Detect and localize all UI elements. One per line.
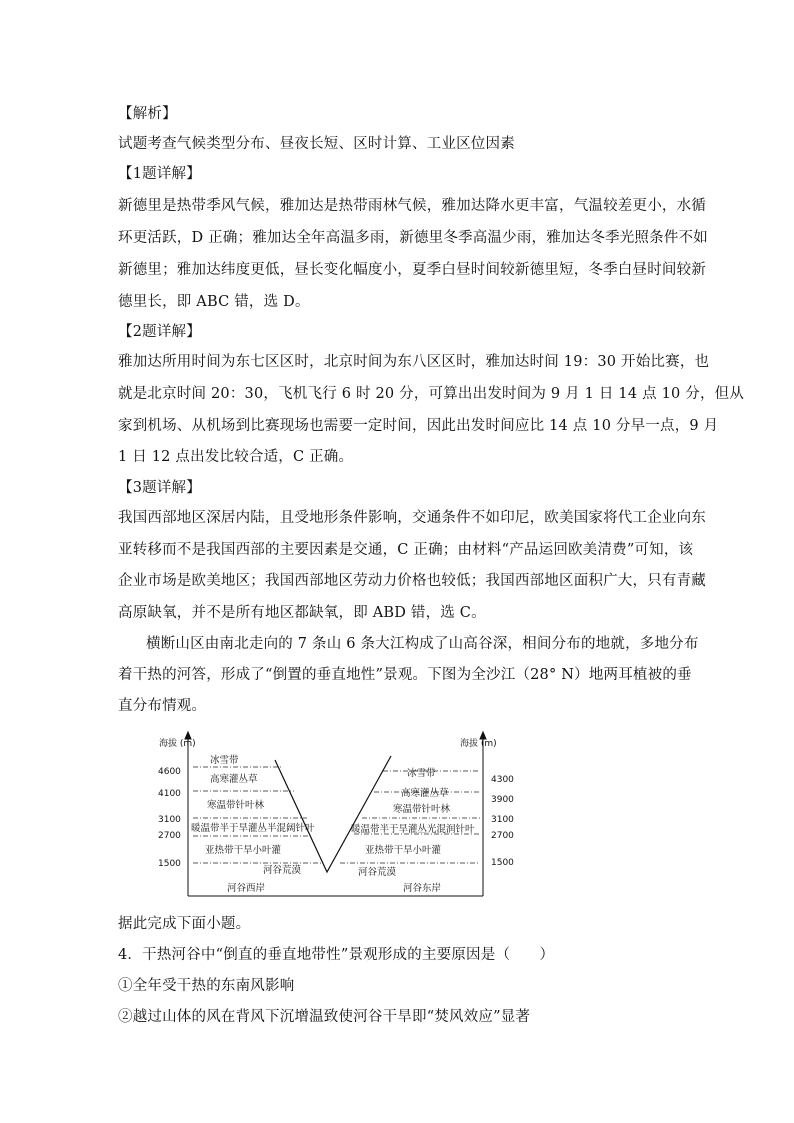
q1-line: 德里长，即 ABC 错，选 D。 bbox=[118, 294, 310, 310]
left-altitude-label: 4600 bbox=[158, 767, 181, 777]
left-zone-label: 寒温带针叶林 bbox=[207, 800, 265, 811]
passage-line: 着干热的河答，形成了“倒置的垂直地性”景观。下图为全沙江（28° N）地两耳植被的垂 bbox=[118, 667, 692, 683]
east-bank-label: 河谷东岸 bbox=[403, 883, 442, 894]
left-altitude-label: 1500 bbox=[158, 859, 181, 869]
q3-line: 企业市场是欧美地区；我国西部地区劳动力价格也较低；我国西部地区面积广大，只有青藏 bbox=[118, 573, 706, 589]
right-zone-label: 暖温带半于旱灌丛光混润针叶 bbox=[351, 824, 475, 835]
q3-line: 高原缺氧，并不是所有地区都缺氧，即 ABD 错，选 C。 bbox=[118, 605, 486, 621]
passage-line: 直分布情观。 bbox=[118, 698, 207, 714]
right-zone-label: 高寒灌丛草 bbox=[401, 788, 449, 799]
right-zone-label: 冰雪带 bbox=[407, 768, 436, 779]
analysis-topic: 试题考查气候类型分布、昼夜长短、区时计算、工业区位因素 bbox=[118, 136, 515, 152]
right-axis-label: 海拔 (m) bbox=[460, 739, 497, 749]
left-axis-label: 海拔 (m) bbox=[159, 739, 196, 749]
right-zone-label: 河谷荒漠 bbox=[358, 867, 397, 878]
right-zone-label: 亚热带干旱小叶灌 bbox=[365, 845, 442, 856]
left-zone-label: 暖温带半于旱灌丛半混阔针叶 bbox=[191, 823, 315, 834]
q3-line: 亚转移而不是我国西部的主要因素是交通，C 正确；由材料“产品运回欧美清费”可知，该 bbox=[118, 542, 694, 558]
west-bank-label: 河谷西岸 bbox=[227, 883, 266, 894]
instruction-line: 据此完成下面小题。 bbox=[118, 916, 251, 932]
right-altitude-label: 2700 bbox=[491, 831, 514, 841]
left-zone-label: 河谷荒漠 bbox=[263, 865, 302, 876]
q2-line: 家到机场、从机场到比赛现场也需要一定时间，因此出发时间应比 14 点 10 分早一点，9 月 bbox=[118, 418, 719, 434]
question-4-option: ②越过山体的风在背风下沉增温致使河谷干旱即“焚风效应”显著 bbox=[118, 1009, 531, 1025]
right-altitude-label: 3900 bbox=[491, 795, 514, 805]
passage-line: 横断山区由南北走向的 7 条山 6 条大江构成了山高谷深，相间分布的地就，多地分布 bbox=[146, 636, 699, 652]
q3-heading: 【3题详解】 bbox=[118, 480, 201, 496]
q1-line: 新德里是热带季风气候，雅加达是热带雨林气候，雅加达降水更丰富，气温较差更小，水循 bbox=[118, 198, 706, 214]
q2-heading: 【2题详解】 bbox=[118, 324, 201, 340]
q1-line: 环更活跃，D 正确；雅加达全年高温多雨，新德里冬季高温少雨，雅加达冬季光照条件不如 bbox=[118, 230, 708, 246]
q1-heading: 【1题详解】 bbox=[118, 166, 201, 182]
q2-line: 1 日 12 点出发比较合适，C 正确。 bbox=[118, 449, 354, 465]
right-altitude-label: 3100 bbox=[491, 815, 514, 825]
right-zone-label: 寒温带针叶林 bbox=[393, 804, 451, 815]
left-zone-label: 高寒灌丛草 bbox=[210, 774, 258, 785]
right-altitude-label: 4300 bbox=[491, 775, 514, 785]
left-altitude-label: 3100 bbox=[158, 815, 181, 825]
question-4-option: ①全年受干热的东南风影响 bbox=[118, 978, 295, 994]
q2-line: 就是北京时间 20：30，飞机飞行 6 时 20 分，可算出出发时间为 9 月 1 日 14 点 10 分，但从 bbox=[118, 386, 745, 402]
q3-line: 我国西部地区深居内陆，且受地形条件影响，交通条件不如印尼，欧美国家将代工企业向东 bbox=[118, 510, 706, 526]
analysis-heading: 【解析】 bbox=[118, 106, 177, 122]
left-altitude-label: 2700 bbox=[158, 831, 181, 841]
q2-line: 雅加达所用时间为东七区区时，北京时间为东八区区时，雅加达时间 19：30 开始比赛，也 bbox=[118, 354, 710, 370]
left-zone-label: 亚热带干旱小叶灌 bbox=[205, 845, 282, 856]
left-axis-arrow bbox=[185, 732, 191, 739]
vegetation-vertical-zonation-diagram bbox=[155, 730, 514, 900]
question-4-stem: 4．干热河谷中“倒直的垂直地带性”景观形成的主要原因是（ ） bbox=[118, 947, 555, 963]
right-altitude-label: 1500 bbox=[491, 858, 514, 868]
left-zone-label: 冰雪带 bbox=[210, 755, 239, 766]
q1-line: 新德里；雅加达纬度更低，昼长变化幅度小，夏季白昼时间较新德里短，冬季白昼时间较新 bbox=[118, 262, 706, 278]
right-axis-arrow bbox=[480, 732, 486, 739]
left-altitude-label: 4100 bbox=[158, 789, 181, 799]
